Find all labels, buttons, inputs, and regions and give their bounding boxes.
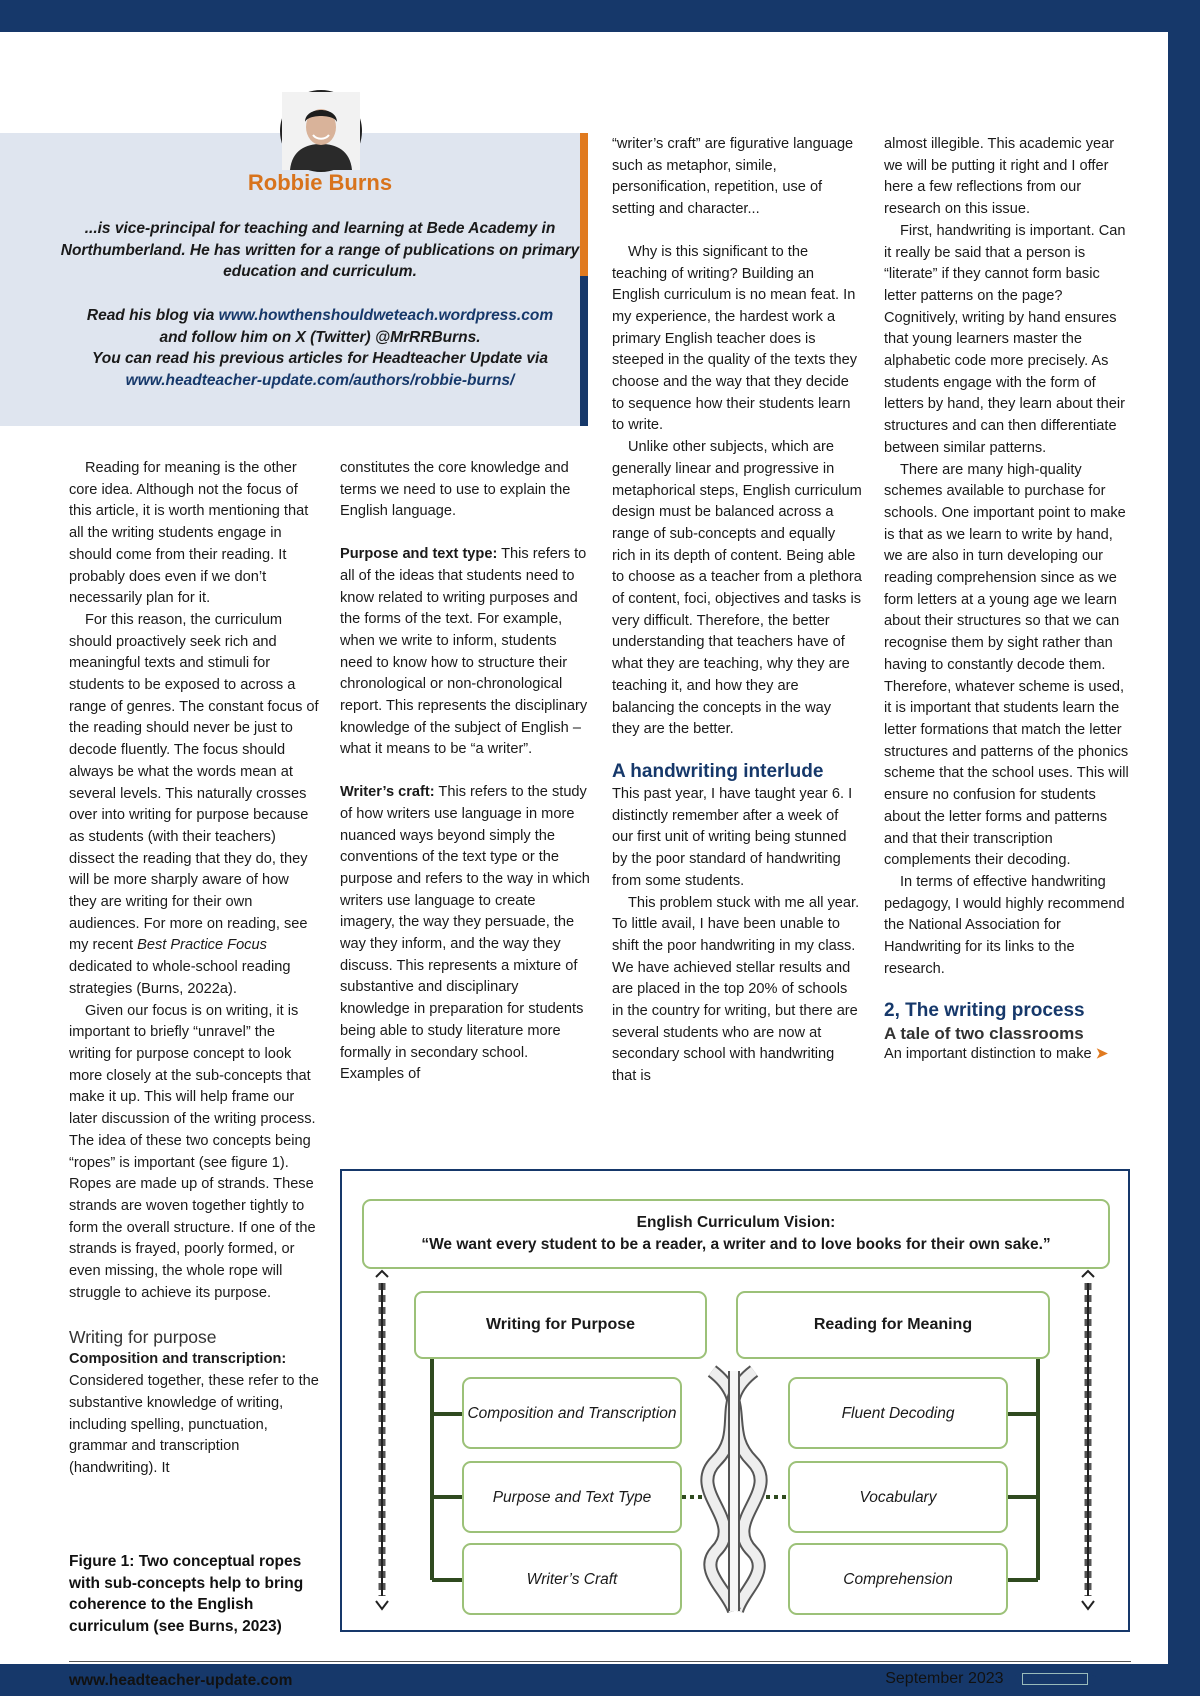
right-tree-lines: [1008, 1349, 1038, 1580]
issue-date: September 2023: [885, 1670, 1004, 1687]
writing-for-purpose-box: Writing for Purpose: [414, 1291, 707, 1359]
footer-divider: [69, 1661, 1131, 1662]
column-3: [612, 134, 862, 1088]
paragraph-text: An important distinction to make: [884, 1046, 1092, 1063]
paragraph-text: This refers to the study of how writers use language in more nuanced ways beyond simply the conventions of the text type or the purpose and refers to the way in which writers use language to create imagery, the way they persuade, the way they inform, and the way they discuss. This represents a mixture of substantive and disciplinary knowledge in preparation for students being able to study literature more formally in secondary school. Examples of: [340, 784, 590, 1083]
right-rope-icon: [1082, 1271, 1094, 1609]
paragraph: This problem stuck with me all year. To little avail, I have been unable to shift the poor handwriting in my class. We have achieved stellar results and are placed in the top 20% of schools in the country for writing, but there are several students who are now at secondary school with handwriting that is: [612, 894, 860, 1085]
composition-transcription-box: Composition and Transcription: [462, 1377, 682, 1449]
continue-arrow-icon: ➤: [1095, 1046, 1108, 1063]
author-name: Robbie Burns: [247, 170, 393, 195]
paragraph-text: Considered together, these refer to the substantive knowledge of writing, including spelling, punctuation, grammar and transcription (handwriting). It: [69, 1373, 319, 1476]
section-subheading: A tale of two classrooms: [884, 1024, 1084, 1044]
paragraph: There are many high-quality schemes available to purchase for schools. One important point to make is that as we learn to write by hand, we are also in turn developing our reading comprehension since as we form letters at a young age we learn about their structures so that we can recognise them by sight rather than having to constantly decode them. Therefore, whatever scheme is used, it is important that students learn the letter formations that match the letter structures and patterns of the phonics scheme that the school uses. This will ensure no confusion for students about the letter forms and patterns and that their transcription complements their decoding.: [884, 461, 1129, 869]
vision-title: English Curriculum Vision:: [636, 1214, 836, 1231]
term-label: Purpose and text type:: [340, 546, 498, 563]
footer-url[interactable]: www.headteacher-update.com: [69, 1672, 293, 1689]
purpose-text-type-box: Purpose and Text Type: [462, 1461, 682, 1533]
section-heading: A handwriting interlude: [612, 760, 824, 782]
paragraph: [69, 1349, 319, 1479]
writers-craft-box: Writer’s Craft: [462, 1543, 682, 1615]
section-heading: Writing for purpose: [69, 1327, 217, 1348]
paragraph: Reading for meaning is the other core idea. Although not the focus of this article, it is worth mentioning that all the writing students engage in should come from their reading. It probably does even if we don’t necessarily plan for it.: [69, 460, 309, 607]
author-bio: ...is vice-principal for teaching and learning at Bede Academy in Northumberland. He has written for a range of publications on primary education and curriculum.: [60, 220, 580, 280]
curriculum-vision-box: [362, 1199, 1110, 1269]
footer-issue: [885, 1670, 1102, 1688]
column-2: [340, 458, 590, 1086]
column-4: [884, 134, 1134, 1066]
blog-prefix: Read his blog via: [86, 307, 219, 324]
paragraph: Unlike other subjects, which are generally linear and progressive in metaphorical steps, English curriculum design must be balanced across a range of sub-concepts and equally rich in its depth of content. Being able to choose as a teacher from a plethora of content, foci, objectives and tasks is very difficult. Therefore, the better understanding that teachers have of what they are teaching, why they are teaching it, and how they are balancing the concepts in the way they are the better.: [612, 439, 862, 738]
term-label: Writer’s craft:: [340, 784, 435, 801]
paragraph-text: dedicated to whole-school reading strategies (Burns, 2022a).: [69, 959, 291, 997]
paragraph: This past year, I have taught year 6. I distinctly remember after a week of our first unit of writing being stunned by the poor standard of handwriting from some students.: [612, 785, 853, 889]
paragraph: “writer’s craft” are figurative language such as metaphor, simile, personification, repetition, use of setting and character...: [612, 136, 854, 218]
paragraph: Why is this significant to the teaching of writing? Building an English curriculum is no mean feat. In my experience, the hardest work a primary English teacher does is steeped in the quality of the texts they choose and the way that they decide to sequence how their students learn to write.: [612, 243, 858, 434]
paragraph: First, handwriting is important. Can it really be said that a person is “literate” if they cannot form basic letter patterns on the page? Cognitively, writing by hand ensures that young learners master the alphabetic code more precisely. As students engage with the form of letters by hand, they learn about their structures and can then differentiate between similar patterns.: [884, 222, 1126, 456]
next-page-icon[interactable]: ▶: [1092, 1671, 1102, 1686]
paragraph: [340, 782, 590, 1086]
vocabulary-box: Vocabulary: [788, 1461, 1008, 1533]
paragraph-text: This refers to all of the ideas that students need to know related to writing purposes and the forms of the text. For example, when we write to inform, students need to know how to structure their chronological or non-chronological report. This represents the disciplinary knowledge of the subject of English – what it means to be “a writer”.: [340, 546, 588, 758]
publication-title: Best Practice Focus: [137, 937, 267, 954]
column-1: [69, 458, 319, 1480]
paragraph: Given our focus is on writing, it is important to briefly “unravel” the writing for purpose concept to look more closely at the sub-concepts that make it up. This will help frame our later discussion of the writing process. The idea of these two concepts being “ropes” is important (see figure 1). Ropes are made up of strands. These strands are woven together tightly to form the overall structure. If one of the strands is frayed, poorly formed, or even missing, the whole rope will struggle to achieve its purpose.: [69, 1002, 316, 1301]
follow-text: and follow him on X (Twitter) @MrRRBurns.: [159, 328, 481, 346]
comprehension-box: Comprehension: [788, 1543, 1008, 1615]
term-label: Composition and transcription:: [69, 1351, 287, 1368]
author-page-link[interactable]: www.headteacher-update.com/authors/robbie-burns/: [125, 371, 515, 389]
blog-link[interactable]: www.howthenshouldweteach.wordpress.com: [218, 307, 554, 324]
left-tree-lines: [432, 1349, 462, 1580]
paragraph: almost illegible. This academic year we will be putting it right and I offer here a few reflections from our research on this issue.: [884, 136, 1115, 218]
reading-for-meaning-box: Reading for Meaning: [736, 1291, 1050, 1359]
author-portrait-icon: [282, 92, 360, 170]
magazine-page: [0, 32, 1168, 1689]
paragraph: [340, 544, 590, 761]
figure-caption: Figure 1: Two conceptual ropes with sub-concepts help to bring coherence to the English curriculum (see Burns, 2023): [69, 1553, 304, 1635]
section-heading: 2, The writing process: [884, 1000, 1085, 1022]
paragraph-text: For this reason, the curriculum should proactively seek rich and meaningful texts and stimuli for students to be exposed to across a range of genres. The constant focus of the reading should never be just to decode fluently. The focus should always be what the words mean at several levels. This naturally crosses over into writing for purpose because as students (with their teachers) dissect the reading that they do, they will be more sharply aware of how they are writing for their own audiences. For more on reading, see my recent: [69, 611, 319, 954]
prev-page-icon[interactable]: ◀: [1007, 1671, 1018, 1686]
headteacher-update-logo: HEADTEACHER: [1022, 1673, 1088, 1685]
paragraph: In terms of effective handwriting pedagogy, I would highly recommend the National Association for Handwriting for its links to the research.: [884, 873, 1125, 977]
left-rope-icon: [376, 1271, 388, 1609]
figure-1-diagram: [340, 1169, 1130, 1632]
author-box-accent-orange: [580, 133, 588, 276]
fluent-decoding-box: Fluent Decoding: [788, 1377, 1008, 1449]
previous-articles-text: You can read his previous articles for Headteacher Update via: [92, 350, 548, 367]
author-links: [40, 305, 600, 391]
vision-quote: “We want every student to be a reader, a writer and to love books for their own sake.”: [421, 1236, 1051, 1253]
author-avatar: [280, 90, 362, 172]
braid-icon: [707, 1371, 760, 1611]
paragraph: constitutes the core knowledge and terms we need to use to explain the English language.: [340, 460, 571, 520]
paragraph: [884, 1044, 1134, 1066]
paragraph: [69, 610, 319, 1001]
